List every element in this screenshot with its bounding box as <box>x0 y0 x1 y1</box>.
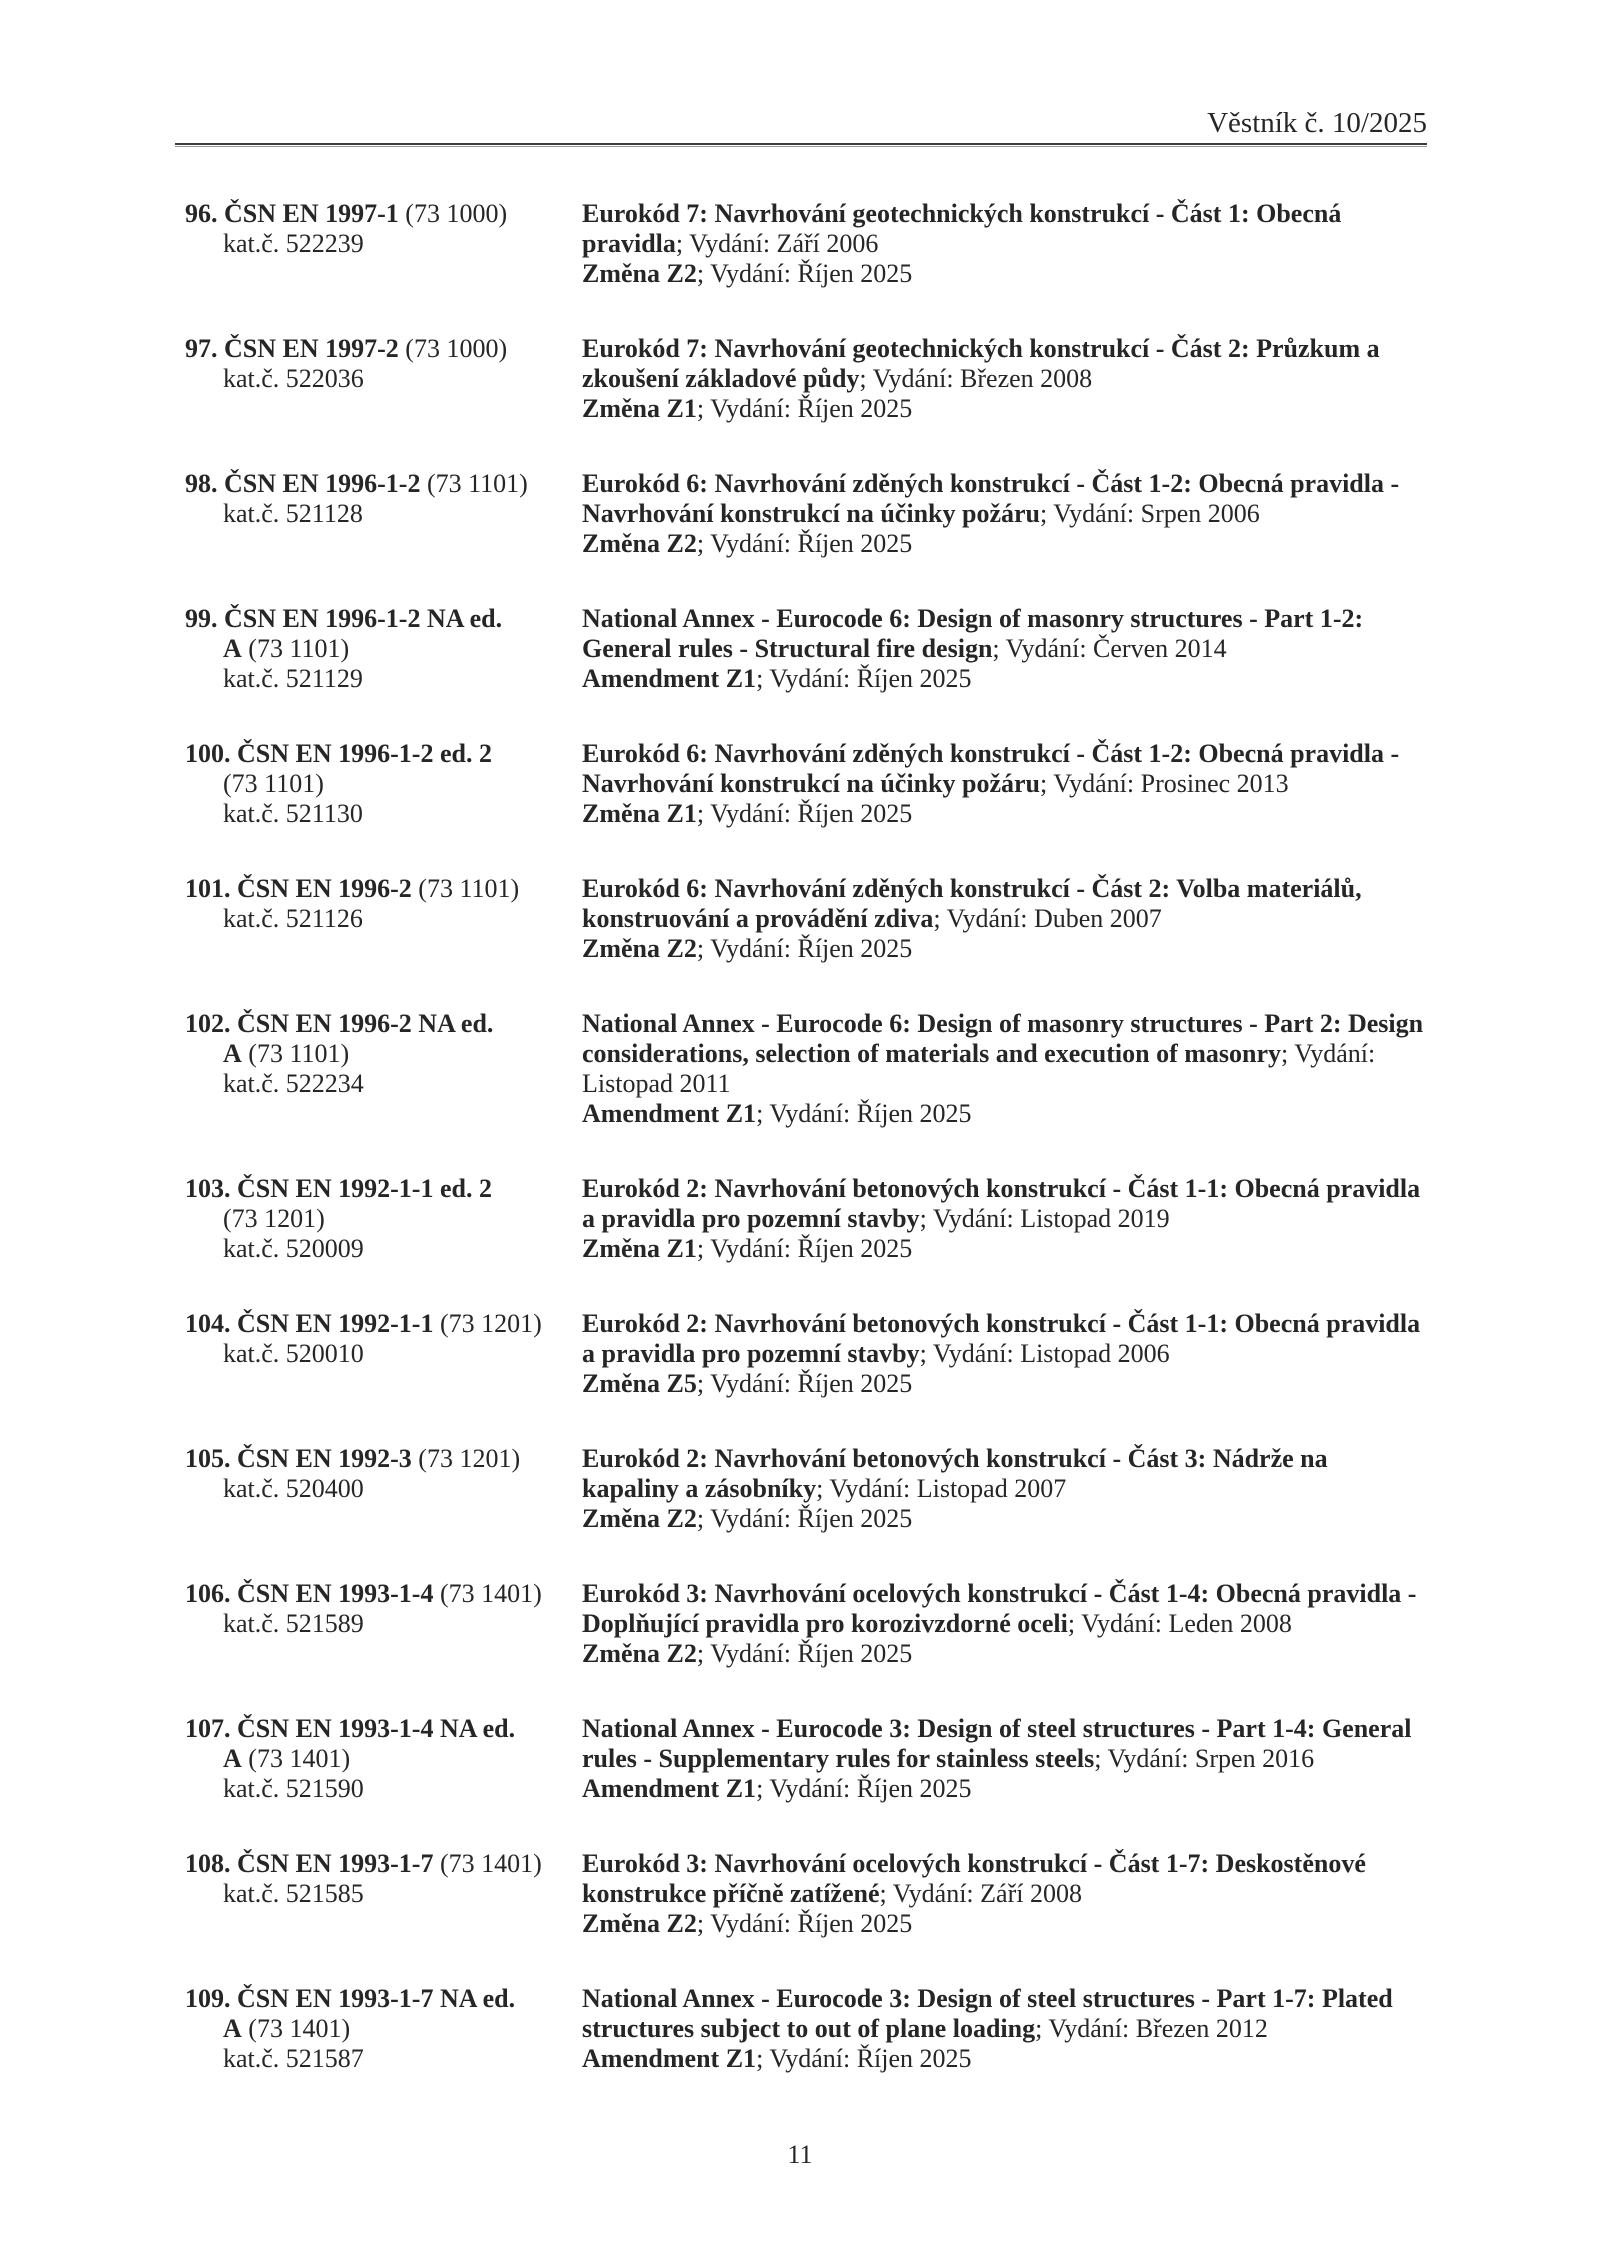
standard-designation-text: 102. ČSN EN 1996-2 NA ed. <box>185 1009 494 1038</box>
standard-id-block <box>185 1984 582 2074</box>
standard-title-paragraph <box>582 334 1427 394</box>
standard-entry <box>185 1444 1427 1534</box>
standard-title: Eurokód 6: Navrhování zděných konstrukcí - Část 1-2: Obecná pravidla - Navrhování konstrukcí na účinky požáru <box>582 469 1400 528</box>
catalog-number <box>185 1339 582 1369</box>
standard-detail-block <box>582 874 1427 964</box>
standard-entry <box>185 334 1427 424</box>
standard-id-block <box>185 1714 582 1804</box>
standard-designation-line <box>185 1039 582 1069</box>
change-designation: Změna Z2 <box>582 1504 697 1533</box>
standard-id-block <box>185 469 582 559</box>
standard-designation-line <box>185 769 582 799</box>
standard-detail-block <box>582 199 1427 289</box>
standard-designation-text: A <box>223 2014 242 2043</box>
change-designation: Změna Z5 <box>582 1369 697 1398</box>
secondary-text: (73 1201) <box>223 1204 325 1233</box>
standard-title: National Annex - Eurocode 6: Design of masonry structures - Part 2: Design considerations, selection of materials and execution of masonry <box>582 1009 1424 1068</box>
standard-designation-line <box>185 199 582 229</box>
issue-date: ; Vydání: Listopad 2019 <box>919 1204 1170 1233</box>
change-designation: Změna Z2 <box>582 1909 697 1938</box>
catalog-number <box>185 364 582 394</box>
catalog-number <box>185 904 582 934</box>
change-designation: Změna Z1 <box>582 1234 697 1263</box>
standard-id-block <box>185 1579 582 1669</box>
change-line <box>582 2044 1427 2074</box>
standard-title-paragraph <box>582 604 1427 664</box>
standard-entry <box>185 1309 1427 1399</box>
secondary-text: kat.č. 521587 <box>223 2044 364 2073</box>
standard-designation-text: A <box>223 634 242 663</box>
standard-entry <box>185 1174 1427 1264</box>
change-line <box>582 1504 1427 1534</box>
catalog-number <box>185 229 582 259</box>
header-rule-dark-line <box>175 143 1427 145</box>
standard-designation-text: 96. ČSN EN 1997-1 <box>185 199 399 228</box>
standard-entry <box>185 604 1427 694</box>
standard-title-paragraph <box>582 199 1427 259</box>
standard-detail-block <box>582 469 1427 559</box>
standard-title-paragraph <box>582 469 1427 529</box>
standard-title: Eurokód 2: Navrhování betonových konstrukcí - Část 3: Nádrže na kapaliny a zásobníky <box>582 1444 1328 1503</box>
standard-title: Eurokód 2: Navrhování betonových konstrukcí - Část 1-1: Obecná pravidla a pravidla pro pozemní stavby <box>582 1309 1421 1368</box>
secondary-text: kat.č. 521126 <box>223 904 363 933</box>
standard-title-paragraph <box>582 1714 1427 1774</box>
catalog-number <box>185 2044 582 2074</box>
standard-designation-text: 106. ČSN EN 1993-1-4 <box>185 1579 434 1608</box>
standard-detail-block <box>582 1714 1427 1804</box>
header-rule <box>175 143 1427 147</box>
secondary-text: kat.č. 520009 <box>223 1234 364 1263</box>
secondary-text: (73 1401) <box>241 1744 351 1773</box>
standard-detail-block <box>582 1444 1427 1534</box>
standard-designation-line <box>185 739 582 769</box>
entries-list <box>185 199 1427 2119</box>
standard-detail-block <box>582 1579 1427 1669</box>
secondary-text: kat.č. 522036 <box>223 364 364 393</box>
issue-date: ; Vydání: Prosinec 2013 <box>1039 769 1289 798</box>
standard-designation-line <box>185 1579 582 1609</box>
standard-detail-block <box>582 1174 1427 1264</box>
change-designation: Změna Z2 <box>582 529 697 558</box>
change-issue-date: ; Vydání: Říjen 2025 <box>696 1909 913 1938</box>
change-line <box>582 529 1427 559</box>
catalog-number <box>185 1474 582 1504</box>
change-issue-date: ; Vydání: Říjen 2025 <box>696 1639 913 1668</box>
issue-date: ; Vydání: Srpen 2016 <box>1094 1744 1315 1773</box>
standard-title: Eurokód 3: Navrhování ocelových konstrukcí - Část 1-7: Deskostěnové konstrukce příčně zatížené <box>582 1849 1366 1908</box>
secondary-text: kat.č. 520010 <box>223 1339 364 1368</box>
standard-designation-text: 105. ČSN EN 1992-3 <box>185 1444 412 1473</box>
issue-date: ; Vydání: Leden 2008 <box>1067 1609 1292 1638</box>
standard-entry <box>185 1009 1427 1129</box>
secondary-text: kat.č. 521585 <box>223 1879 364 1908</box>
secondary-text: (73 1000) <box>398 199 508 228</box>
issue-date: ; Vydání: Březen 2012 <box>1035 2014 1268 2043</box>
standard-title: Eurokód 3: Navrhování ocelových konstrukcí - Část 1-4: Obecná pravidla - Doplňující pravidla pro korozivzdorné oceli <box>582 1579 1417 1638</box>
standard-designation-text: A <box>223 1744 242 1773</box>
standard-title-paragraph <box>582 874 1427 934</box>
secondary-text: (73 1101) <box>241 634 350 663</box>
standard-title-paragraph <box>582 739 1427 799</box>
standard-title: Eurokód 2: Navrhování betonových konstrukcí - Část 1-1: Obecná pravidla a pravidla pro pozemní stavby <box>582 1174 1421 1233</box>
standard-designation-text: 98. ČSN EN 1996-1-2 <box>185 469 421 498</box>
change-issue-date: ; Vydání: Říjen 2025 <box>696 1369 913 1398</box>
secondary-text: (73 1401) <box>433 1579 542 1608</box>
standard-id-block <box>185 1009 582 1129</box>
standard-title: National Annex - Eurocode 6: Design of masonry structures - Part 1-2: General rules - Structural fire design <box>582 604 1364 663</box>
change-designation: Změna Z1 <box>582 799 697 828</box>
standard-id-block <box>185 1444 582 1534</box>
catalog-number <box>185 799 582 829</box>
page-header-title: Věstník č. 10/2025 <box>1207 107 1427 139</box>
standard-designation-line <box>185 2014 582 2044</box>
standard-title: Eurokód 7: Navrhování geotechnických konstrukcí - Část 2: Průzkum a zkoušení základové půdy <box>582 334 1380 393</box>
standard-designation-line <box>185 334 582 364</box>
standard-designation-text: 97. ČSN EN 1997-2 <box>185 334 399 363</box>
standard-title-paragraph <box>582 1849 1427 1909</box>
catalog-number <box>185 1069 582 1099</box>
secondary-text: kat.č. 521130 <box>223 799 363 828</box>
issue-date: ; Vydání: Listopad 2011 <box>582 1039 1376 1098</box>
change-designation: Změna Z2 <box>582 1639 697 1668</box>
secondary-text: kat.č. 521128 <box>223 499 363 528</box>
standard-designation-text: 100. ČSN EN 1996-1-2 ed. 2 <box>185 739 492 768</box>
standard-title: National Annex - Eurocode 3: Design of steel structures - Part 1-4: General rules - Supplementary rules for stainless steels <box>582 1714 1412 1773</box>
standard-designation-line <box>185 1714 582 1744</box>
standard-designation-line <box>185 874 582 904</box>
standard-id-block <box>185 199 582 289</box>
standard-designation-text: 108. ČSN EN 1993-1-7 <box>185 1849 434 1878</box>
change-issue-date: ; Vydání: Říjen 2025 <box>696 934 913 963</box>
standard-designation-line <box>185 1444 582 1474</box>
standard-entry <box>185 1849 1427 1939</box>
change-designation: Změna Z2 <box>582 259 697 288</box>
catalog-number <box>185 1234 582 1264</box>
change-issue-date: ; Vydání: Říjen 2025 <box>756 1099 972 1128</box>
change-designation: Amendment Z1 <box>582 1774 757 1803</box>
change-issue-date: ; Vydání: Říjen 2025 <box>696 394 913 423</box>
standard-detail-block <box>582 1309 1427 1399</box>
change-line <box>582 1639 1427 1669</box>
catalog-number <box>185 1774 582 1804</box>
secondary-text: kat.č. 521589 <box>223 1609 364 1638</box>
standard-designation-line <box>185 1009 582 1039</box>
standard-id-block <box>185 1174 582 1264</box>
standard-entry <box>185 1579 1427 1669</box>
secondary-text: (73 1101) <box>420 469 528 498</box>
standard-entry <box>185 1714 1427 1804</box>
catalog-number <box>185 1609 582 1639</box>
standard-title-paragraph <box>582 1579 1427 1639</box>
change-issue-date: ; Vydání: Říjen 2025 <box>756 664 972 693</box>
standard-detail-block <box>582 1009 1427 1129</box>
standard-detail-block <box>582 1984 1427 2074</box>
standard-title-paragraph <box>582 1984 1427 2044</box>
standard-designation-line <box>185 1984 582 2014</box>
standard-designation-line <box>185 634 582 664</box>
change-line <box>582 1099 1427 1129</box>
standard-id-block <box>185 739 582 829</box>
standard-title: National Annex - Eurocode 3: Design of steel structures - Part 1-7: Plated structures subject to out of plane loading <box>582 1984 1393 2043</box>
standard-title: Eurokód 6: Navrhování zděných konstrukcí - Část 1-2: Obecná pravidla - Navrhování konstrukcí na účinky požáru <box>582 739 1400 798</box>
standard-designation-line <box>185 604 582 634</box>
secondary-text: kat.č. 520400 <box>223 1474 364 1503</box>
secondary-text: (73 1000) <box>398 334 508 363</box>
change-designation: Změna Z1 <box>582 394 697 423</box>
standard-designation-text: 99. ČSN EN 1996-1-2 NA ed. <box>185 604 503 633</box>
standard-id-block <box>185 874 582 964</box>
issue-date: ; Vydání: Duben 2007 <box>933 904 1162 933</box>
standard-designation-text: 109. ČSN EN 1993-1-7 NA ed. <box>185 1984 516 2013</box>
secondary-text: (73 1401) <box>433 1849 542 1878</box>
change-line <box>582 394 1427 424</box>
secondary-text: (73 1101) <box>223 769 324 798</box>
standard-entry <box>185 199 1427 289</box>
change-line <box>582 1369 1427 1399</box>
standard-id-block <box>185 1309 582 1399</box>
change-issue-date: ; Vydání: Říjen 2025 <box>756 1774 972 1803</box>
change-line <box>582 799 1427 829</box>
standard-detail-block <box>582 739 1427 829</box>
header-rule-light-line <box>175 146 1427 147</box>
change-issue-date: ; Vydání: Říjen 2025 <box>696 529 913 558</box>
standard-designation-line <box>185 1204 582 1234</box>
secondary-text: (73 1101) <box>241 1039 350 1068</box>
change-designation: Amendment Z1 <box>582 2044 757 2073</box>
issue-date: ; Vydání: Září 2006 <box>675 229 879 258</box>
standard-designation-text: 101. ČSN EN 1996-2 <box>185 874 412 903</box>
change-designation: Amendment Z1 <box>582 1099 757 1128</box>
standard-detail-block <box>582 1849 1427 1939</box>
standard-designation-line <box>185 1849 582 1879</box>
catalog-number <box>185 1879 582 1909</box>
change-line <box>582 934 1427 964</box>
change-designation: Změna Z2 <box>582 934 697 963</box>
secondary-text: kat.č. 522234 <box>223 1069 364 1098</box>
change-issue-date: ; Vydání: Říjen 2025 <box>696 1234 913 1263</box>
standard-id-block <box>185 1849 582 1939</box>
change-issue-date: ; Vydání: Říjen 2025 <box>696 1504 913 1533</box>
standard-title: Eurokód 7: Navrhování geotechnických konstrukcí - Část 1: Obecná pravidla <box>582 199 1342 258</box>
secondary-text: (73 1101) <box>411 874 520 903</box>
standard-detail-block <box>582 604 1427 694</box>
standard-entry <box>185 469 1427 559</box>
catalog-number <box>185 499 582 529</box>
standard-designation-line <box>185 469 582 499</box>
standard-designation-text: 103. ČSN EN 1992-1-1 ed. 2 <box>185 1174 492 1203</box>
standard-id-block <box>185 334 582 424</box>
issue-date: ; Vydání: Listopad 2007 <box>816 1474 1067 1503</box>
issue-date: ; Vydání: Červen 2014 <box>992 634 1227 663</box>
change-line <box>582 259 1427 289</box>
issue-date: ; Vydání: Září 2008 <box>879 1879 1082 1908</box>
change-line <box>582 1774 1427 1804</box>
change-line <box>582 664 1427 694</box>
standard-designation-text: A <box>223 1039 242 1068</box>
standard-designation-line <box>185 1309 582 1339</box>
standard-title-paragraph <box>582 1174 1427 1234</box>
secondary-text: (73 1201) <box>433 1309 542 1338</box>
standard-title-paragraph <box>582 1444 1427 1504</box>
standard-title: Eurokód 6: Navrhování zděných konstrukcí - Část 2: Volba materiálů, konstruování a provádění zdiva <box>582 874 1362 933</box>
catalog-number <box>185 664 582 694</box>
change-line <box>582 1234 1427 1264</box>
issue-date: ; Vydání: Listopad 2006 <box>919 1339 1170 1368</box>
change-issue-date: ; Vydání: Říjen 2025 <box>696 799 913 828</box>
standard-designation-text: 104. ČSN EN 1992-1-1 <box>185 1309 434 1338</box>
secondary-text: (73 1401) <box>241 2014 351 2043</box>
secondary-text: kat.č. 521129 <box>223 664 363 693</box>
change-issue-date: ; Vydání: Říjen 2025 <box>696 259 913 288</box>
standard-entry <box>185 874 1427 964</box>
issue-date: ; Vydání: Srpen 2006 <box>1039 499 1260 528</box>
secondary-text: kat.č. 521590 <box>223 1774 364 1803</box>
change-line <box>582 1909 1427 1939</box>
standard-designation-text: 107. ČSN EN 1993-1-4 NA ed. <box>185 1714 516 1743</box>
secondary-text: (73 1201) <box>411 1444 521 1473</box>
issue-date: ; Vydání: Březen 2008 <box>859 364 1093 393</box>
change-designation: Amendment Z1 <box>582 664 757 693</box>
standard-id-block <box>185 604 582 694</box>
standard-title-paragraph <box>582 1009 1427 1099</box>
standard-designation-line <box>185 1744 582 1774</box>
secondary-text: kat.č. 522239 <box>223 229 364 258</box>
standard-entry <box>185 1984 1427 2074</box>
standard-designation-line <box>185 1174 582 1204</box>
change-issue-date: ; Vydání: Říjen 2025 <box>756 2044 972 2073</box>
page-number: 11 <box>787 2140 813 2169</box>
standard-title-paragraph <box>582 1309 1427 1369</box>
standard-detail-block <box>582 334 1427 424</box>
standard-entry <box>185 739 1427 829</box>
